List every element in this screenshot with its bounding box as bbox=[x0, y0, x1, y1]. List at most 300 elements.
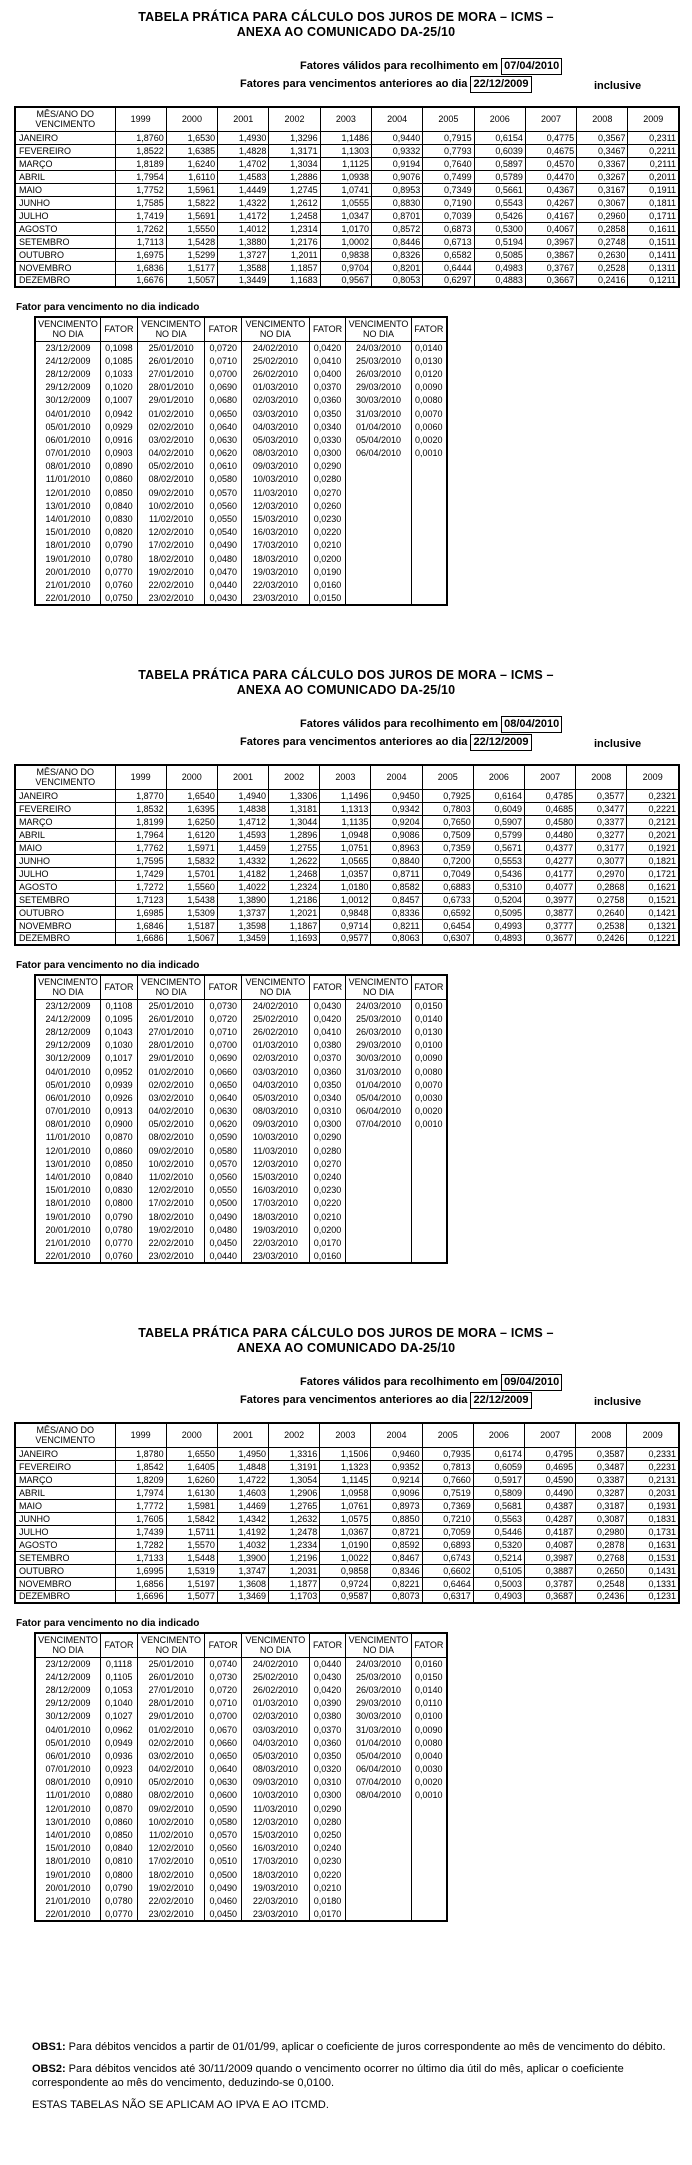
factor-cell: 1,4469 bbox=[217, 1499, 268, 1512]
daily-cell: 0,0850 bbox=[100, 486, 137, 499]
factor-cell: 1,0565 bbox=[320, 854, 371, 867]
daily-cell: 0,0300 bbox=[309, 447, 346, 460]
factor-cell: 0,4590 bbox=[525, 1473, 576, 1486]
daily-cell: 08/02/2010 bbox=[137, 473, 204, 486]
table-row bbox=[15, 828, 679, 841]
factor-cell: 0,7650 bbox=[422, 815, 473, 828]
factor-cell: 1,2021 bbox=[269, 906, 320, 919]
daily-cell: 0,0210 bbox=[309, 539, 346, 552]
factor-cell: 0,7200 bbox=[422, 854, 473, 867]
month-cell: FEVEREIRO bbox=[15, 144, 115, 157]
daily-cell: 0,0760 bbox=[100, 578, 137, 591]
factor-cell: 1,0958 bbox=[320, 1486, 371, 1499]
factor-cell: 1,4930 bbox=[218, 131, 269, 144]
month-header: MÊS/ANO DO VENCIMENTO bbox=[15, 765, 115, 789]
daily-row bbox=[35, 394, 447, 407]
year-header: 2008 bbox=[576, 1423, 627, 1447]
daily-cell bbox=[411, 578, 447, 591]
month-cell: MAIO bbox=[15, 1499, 115, 1512]
factor-cell: 1,7419 bbox=[115, 209, 166, 222]
factor-cell: 0,4087 bbox=[525, 1538, 576, 1551]
factor-cell: 1,3459 bbox=[217, 932, 268, 945]
daily-header: FATOR bbox=[100, 975, 137, 999]
factor-cell: 0,8711 bbox=[371, 867, 422, 880]
factor-cell: 0,6733 bbox=[422, 893, 473, 906]
daily-cell bbox=[346, 1828, 411, 1841]
factor-cell: 1,0741 bbox=[320, 183, 371, 196]
inclusive-label: inclusive bbox=[594, 738, 642, 750]
daily-cell: 0,0200 bbox=[309, 552, 346, 565]
table-row bbox=[15, 1460, 679, 1473]
prior-label: Fatores para vencimentos anteriores ao dia bbox=[240, 736, 468, 748]
factor-cell: 0,5436 bbox=[473, 867, 524, 880]
daily-cell: 06/01/2010 bbox=[35, 1091, 100, 1104]
factor-cell: 0,3087 bbox=[576, 1512, 627, 1525]
daily-cell: 0,0720 bbox=[205, 341, 242, 354]
daily-row bbox=[35, 592, 447, 605]
daily-row bbox=[35, 1763, 447, 1776]
daily-cell: 0,0220 bbox=[309, 1868, 346, 1881]
daily-cell: 0,0380 bbox=[309, 1039, 346, 1052]
factor-cell: 1,6856 bbox=[115, 1577, 166, 1590]
factor-cell: 1,5438 bbox=[166, 893, 217, 906]
month-cell: OUTUBRO bbox=[15, 248, 115, 261]
daily-cell: 0,1043 bbox=[100, 1025, 137, 1038]
factor-cell: 0,9858 bbox=[320, 1564, 371, 1577]
daily-cell: 08/03/2010 bbox=[242, 1105, 309, 1118]
factor-cell: 0,5320 bbox=[473, 1538, 524, 1551]
factor-cell: 0,2321 bbox=[627, 789, 679, 802]
daily-cell: 0,1118 bbox=[100, 1657, 137, 1670]
daily-row bbox=[35, 1657, 447, 1670]
factor-cell: 1,5067 bbox=[166, 932, 217, 945]
factor-cell: 0,9194 bbox=[371, 157, 422, 170]
daily-cell: 26/01/2010 bbox=[137, 1012, 204, 1025]
factor-cell: 1,5448 bbox=[166, 1551, 217, 1564]
daily-cell: 03/02/2010 bbox=[137, 1749, 204, 1762]
daily-cell: 0,0070 bbox=[411, 407, 447, 420]
factor-cell: 0,1831 bbox=[627, 1512, 679, 1525]
daily-cell: 0,0560 bbox=[205, 1170, 242, 1183]
factor-cell: 0,3287 bbox=[576, 1486, 627, 1499]
daily-cell: 30/12/2009 bbox=[35, 1710, 100, 1723]
prior-line bbox=[240, 1392, 532, 1407]
daily-cell: 0,0350 bbox=[309, 1749, 346, 1762]
factor-cell: 0,4167 bbox=[525, 209, 576, 222]
daily-cell: 23/12/2009 bbox=[35, 1657, 100, 1670]
daily-cell: 10/02/2010 bbox=[137, 499, 204, 512]
factor-cell: 1,5981 bbox=[166, 1499, 217, 1512]
daily-cell: 18/03/2010 bbox=[242, 552, 309, 565]
factor-cell: 0,5543 bbox=[474, 196, 525, 209]
factor-cell: 0,2650 bbox=[576, 1564, 627, 1577]
daily-cell: 0,0160 bbox=[309, 578, 346, 591]
factor-cell: 0,8211 bbox=[371, 919, 422, 932]
factor-cell: 0,7059 bbox=[422, 1525, 473, 1538]
daily-cell: 22/03/2010 bbox=[242, 578, 309, 591]
daily-row bbox=[35, 1881, 447, 1894]
year-header: 2004 bbox=[371, 765, 422, 789]
daily-cell: 0,0170 bbox=[309, 1236, 346, 1249]
note-obs1-label: OBS1: bbox=[32, 2041, 66, 2053]
daily-row bbox=[35, 433, 447, 446]
daily-cell: 28/12/2009 bbox=[35, 1683, 100, 1696]
daily-cell bbox=[411, 1802, 447, 1815]
daily-cell: 09/03/2010 bbox=[242, 460, 309, 473]
factor-cell: 0,2436 bbox=[576, 1590, 627, 1603]
factor-cell: 0,2416 bbox=[577, 274, 628, 287]
factor-cell: 1,7752 bbox=[115, 183, 166, 196]
factor-cell: 1,0022 bbox=[320, 1551, 371, 1564]
table-row bbox=[15, 196, 679, 209]
factor-cell: 0,9332 bbox=[371, 144, 422, 157]
factor-cell: 1,2458 bbox=[269, 209, 320, 222]
month-cell: NOVEMBRO bbox=[15, 261, 115, 274]
table-row bbox=[15, 893, 679, 906]
section-title-line1: TABELA PRÁTICA PARA CÁLCULO DOS JUROS DE MORA – ICMS – bbox=[138, 1326, 554, 1340]
month-header: MÊS/ANO DO VENCIMENTO bbox=[15, 1423, 115, 1447]
daily-cell: 0,0730 bbox=[205, 1670, 242, 1683]
factor-cell: 0,1721 bbox=[627, 867, 679, 880]
daily-cell bbox=[411, 1210, 447, 1223]
factor-cell: 0,9460 bbox=[371, 1447, 422, 1460]
factor-cell: 0,9848 bbox=[320, 906, 371, 919]
daily-cell: 0,0130 bbox=[411, 1025, 447, 1038]
daily-cell: 0,0290 bbox=[309, 1802, 346, 1815]
daily-cell: 0,0100 bbox=[411, 1710, 447, 1723]
year-header: 2005 bbox=[422, 765, 473, 789]
factor-cell: 0,1331 bbox=[627, 1577, 679, 1590]
factor-cell: 0,8850 bbox=[371, 1512, 422, 1525]
factor-cell: 1,4459 bbox=[217, 841, 268, 854]
daily-cell bbox=[346, 512, 411, 525]
month-cell: DEZEMBRO bbox=[15, 274, 115, 287]
daily-cell: 16/03/2010 bbox=[242, 526, 309, 539]
factor-cell: 0,3467 bbox=[577, 144, 628, 157]
factor-cell: 1,1323 bbox=[320, 1460, 371, 1473]
factor-cell: 0,5553 bbox=[473, 854, 524, 867]
daily-cell: 02/02/2010 bbox=[137, 420, 204, 433]
factor-cell: 1,0948 bbox=[320, 828, 371, 841]
daily-cell: 23/12/2009 bbox=[35, 341, 100, 354]
daily-cell: 0,0560 bbox=[205, 1842, 242, 1855]
factor-cell: 1,2478 bbox=[269, 1525, 320, 1538]
factor-cell: 0,9342 bbox=[371, 802, 422, 815]
daily-cell: 12/01/2010 bbox=[35, 486, 100, 499]
daily-cell: 24/03/2010 bbox=[346, 341, 411, 354]
factor-cell: 0,2960 bbox=[577, 209, 628, 222]
factor-cell: 0,1711 bbox=[628, 209, 679, 222]
factor-cell: 0,3267 bbox=[577, 170, 628, 183]
daily-cell: 0,1053 bbox=[100, 1683, 137, 1696]
factor-cell: 1,3588 bbox=[218, 261, 269, 274]
factor-cell: 0,3967 bbox=[525, 235, 576, 248]
factor-cell: 1,1135 bbox=[320, 815, 371, 828]
daily-cell: 25/03/2010 bbox=[346, 1670, 411, 1683]
daily-cell: 0,0080 bbox=[411, 1736, 447, 1749]
factor-cell: 0,3487 bbox=[576, 1460, 627, 1473]
daily-cell: 20/01/2010 bbox=[35, 1881, 100, 1894]
table-row bbox=[15, 1564, 679, 1577]
daily-cell: 14/01/2010 bbox=[35, 1828, 100, 1841]
daily-cell: 0,0640 bbox=[205, 1763, 242, 1776]
year-header: 2002 bbox=[269, 765, 320, 789]
daily-cell: 11/02/2010 bbox=[137, 1170, 204, 1183]
factor-cell: 1,2622 bbox=[269, 854, 320, 867]
daily-cell bbox=[411, 1894, 447, 1907]
daily-row bbox=[35, 1025, 447, 1038]
factor-cell: 0,2630 bbox=[577, 248, 628, 261]
factor-cell: 1,0012 bbox=[320, 893, 371, 906]
daily-cell: 0,0420 bbox=[309, 341, 346, 354]
daily-row bbox=[35, 341, 447, 354]
daily-cell bbox=[346, 1197, 411, 1210]
daily-cell: 05/01/2010 bbox=[35, 1078, 100, 1091]
daily-cell: 0,0590 bbox=[205, 1131, 242, 1144]
month-cell: ABRIL bbox=[15, 1486, 115, 1499]
factor-cell: 1,5570 bbox=[166, 1538, 217, 1551]
month-cell: JANEIRO bbox=[15, 131, 115, 144]
factor-cell: 0,6592 bbox=[422, 906, 473, 919]
factor-cell: 1,3181 bbox=[269, 802, 320, 815]
daily-row bbox=[35, 1736, 447, 1749]
daily-cell: 23/03/2010 bbox=[242, 592, 309, 605]
factor-cell: 1,5077 bbox=[166, 1590, 217, 1603]
factor-cell: 0,9577 bbox=[320, 932, 371, 945]
daily-cell: 0,0290 bbox=[309, 1131, 346, 1144]
year-header: 2006 bbox=[473, 1423, 524, 1447]
factor-cell: 0,6454 bbox=[422, 919, 473, 932]
daily-cell: 11/03/2010 bbox=[242, 1802, 309, 1815]
table-row bbox=[15, 789, 679, 802]
daily-header: FATOR bbox=[309, 1633, 346, 1657]
daily-cell: 02/03/2010 bbox=[242, 1710, 309, 1723]
factor-cell: 1,0357 bbox=[320, 867, 371, 880]
daily-cell: 0,0936 bbox=[100, 1749, 137, 1762]
daily-cell: 02/02/2010 bbox=[137, 1736, 204, 1749]
factor-cell: 1,7964 bbox=[115, 828, 166, 841]
daily-cell: 0,0110 bbox=[411, 1697, 447, 1710]
table-row bbox=[15, 1473, 679, 1486]
daily-cell: 25/02/2010 bbox=[242, 354, 309, 367]
daily-cell bbox=[411, 486, 447, 499]
factor-cell: 1,2334 bbox=[269, 1538, 320, 1551]
factor-cell: 0,3367 bbox=[577, 157, 628, 170]
factor-cell: 0,4695 bbox=[525, 1460, 576, 1473]
factor-cell: 0,8201 bbox=[371, 261, 422, 274]
factor-cell: 0,7793 bbox=[423, 144, 474, 157]
daily-cell bbox=[411, 473, 447, 486]
daily-cell: 0,0440 bbox=[205, 578, 242, 591]
daily-cell: 0,1033 bbox=[100, 367, 137, 380]
daily-cell: 0,0500 bbox=[205, 1868, 242, 1881]
factor-cell: 1,1145 bbox=[320, 1473, 371, 1486]
factor-cell: 0,5789 bbox=[474, 170, 525, 183]
year-header: 2009 bbox=[627, 1423, 679, 1447]
daily-cell bbox=[346, 539, 411, 552]
daily-cell: 0,0440 bbox=[205, 1250, 242, 1263]
factor-cell: 0,9724 bbox=[320, 1577, 371, 1590]
daily-cell: 05/01/2010 bbox=[35, 1736, 100, 1749]
month-cell: FEVEREIRO bbox=[15, 802, 115, 815]
factor-cell: 0,8446 bbox=[371, 235, 422, 248]
factor-cell: 1,4940 bbox=[217, 789, 268, 802]
notes bbox=[32, 2040, 672, 2120]
factor-cell: 0,3667 bbox=[525, 274, 576, 287]
year-header: 2007 bbox=[525, 107, 576, 131]
daily-cell: 0,0500 bbox=[205, 1197, 242, 1210]
year-header: 2001 bbox=[217, 765, 268, 789]
factor-cell: 0,5809 bbox=[473, 1486, 524, 1499]
factor-cell: 0,1521 bbox=[627, 893, 679, 906]
daily-row bbox=[35, 1236, 447, 1249]
factor-cell: 0,1911 bbox=[628, 183, 679, 196]
factor-cell: 1,3900 bbox=[217, 1551, 268, 1564]
daily-cell: 11/03/2010 bbox=[242, 486, 309, 499]
table-row bbox=[15, 932, 679, 945]
factor-cell: 1,3054 bbox=[269, 1473, 320, 1486]
daily-row bbox=[35, 1670, 447, 1683]
daily-cell: 0,0150 bbox=[411, 1670, 447, 1683]
daily-row bbox=[35, 1118, 447, 1131]
daily-cell: 03/03/2010 bbox=[242, 1723, 309, 1736]
daily-cell bbox=[411, 1855, 447, 1868]
daily-cell: 0,0240 bbox=[309, 1842, 346, 1855]
daily-cell: 08/02/2010 bbox=[137, 1789, 204, 1802]
daily-cell: 15/01/2010 bbox=[35, 526, 100, 539]
factor-cell: 0,7049 bbox=[422, 867, 473, 880]
factor-cell: 0,1611 bbox=[628, 222, 679, 235]
daily-cell: 09/02/2010 bbox=[137, 1802, 204, 1815]
daily-cell: 0,0420 bbox=[309, 1012, 346, 1025]
daily-cell: 07/01/2010 bbox=[35, 1763, 100, 1776]
daily-cell: 0,1085 bbox=[100, 354, 137, 367]
factor-cell: 0,4177 bbox=[525, 867, 576, 880]
factor-cell: 0,8572 bbox=[371, 222, 422, 235]
factor-cell: 0,4795 bbox=[525, 1447, 576, 1460]
table-row bbox=[15, 222, 679, 235]
daily-cell: 29/12/2009 bbox=[35, 381, 100, 394]
valid-date: 07/04/2010 bbox=[501, 58, 562, 75]
factor-cell: 0,2548 bbox=[576, 1577, 627, 1590]
daily-cell: 0,0690 bbox=[205, 381, 242, 394]
daily-row bbox=[35, 1039, 447, 1052]
daily-cell: 0,0770 bbox=[100, 1908, 137, 1921]
factor-cell: 1,8199 bbox=[115, 815, 166, 828]
daily-cell bbox=[346, 1170, 411, 1183]
factor-cell: 0,4570 bbox=[525, 157, 576, 170]
factor-cell: 1,5832 bbox=[166, 854, 217, 867]
daily-cell: 0,0790 bbox=[100, 1881, 137, 1894]
daily-cell: 03/03/2010 bbox=[242, 1065, 309, 1078]
daily-cell: 0,0090 bbox=[411, 381, 447, 394]
factor-cell: 0,3567 bbox=[577, 131, 628, 144]
daily-cell: 18/01/2010 bbox=[35, 1197, 100, 1210]
month-cell: MARÇO bbox=[15, 157, 115, 170]
factor-cell: 1,3191 bbox=[269, 1460, 320, 1473]
daily-cell: 0,0200 bbox=[309, 1223, 346, 1236]
factor-cell: 0,8336 bbox=[371, 906, 422, 919]
daily-header: FATOR bbox=[309, 317, 346, 341]
factor-cell: 1,6975 bbox=[115, 248, 166, 261]
factor-cell: 1,6260 bbox=[166, 1473, 217, 1486]
daily-cell: 05/02/2010 bbox=[137, 1118, 204, 1131]
daily-cell: 10/03/2010 bbox=[242, 1131, 309, 1144]
daily-cell: 01/02/2010 bbox=[137, 407, 204, 420]
daily-cell bbox=[346, 1802, 411, 1815]
factor-cell: 0,1621 bbox=[627, 880, 679, 893]
daily-cell: 18/02/2010 bbox=[137, 1210, 204, 1223]
daily-header: VENCIMENTO NO DIA bbox=[242, 975, 309, 999]
daily-cell: 08/01/2010 bbox=[35, 1776, 100, 1789]
daily-cell: 0,0780 bbox=[100, 1894, 137, 1907]
factor-cell: 0,4067 bbox=[525, 222, 576, 235]
factor-cell: 0,2021 bbox=[627, 828, 679, 841]
factor-cell: 1,5187 bbox=[166, 919, 217, 932]
prior-line bbox=[240, 76, 532, 91]
daily-cell: 0,0710 bbox=[205, 1025, 242, 1038]
factor-cell: 0,1821 bbox=[627, 854, 679, 867]
daily-cell: 0,0870 bbox=[100, 1131, 137, 1144]
daily-cell: 0,0650 bbox=[205, 407, 242, 420]
factor-cell: 0,5917 bbox=[473, 1473, 524, 1486]
daily-cell bbox=[346, 1184, 411, 1197]
daily-cell: 26/03/2010 bbox=[346, 367, 411, 380]
table-row bbox=[15, 880, 679, 893]
factor-cell: 0,3377 bbox=[576, 815, 627, 828]
factor-cell: 0,1631 bbox=[627, 1538, 679, 1551]
daily-cell: 0,0040 bbox=[411, 1749, 447, 1762]
month-cell: MARÇO bbox=[15, 815, 115, 828]
factor-cell: 1,3469 bbox=[217, 1590, 268, 1603]
prior-date: 22/12/2009 bbox=[470, 1392, 531, 1409]
daily-cell: 01/03/2010 bbox=[242, 381, 309, 394]
daily-cell: 0,0410 bbox=[309, 1025, 346, 1038]
factor-cell: 1,8760 bbox=[115, 131, 166, 144]
daily-cell: 0,0020 bbox=[411, 1776, 447, 1789]
table-row bbox=[15, 1577, 679, 1590]
daily-cell: 0,0010 bbox=[411, 447, 447, 460]
daily-cell: 07/01/2010 bbox=[35, 1105, 100, 1118]
daily-cell bbox=[411, 1236, 447, 1249]
daily-cell: 0,0450 bbox=[205, 1236, 242, 1249]
month-cell: SETEMBRO bbox=[15, 893, 115, 906]
factor-cell: 0,3887 bbox=[525, 1564, 576, 1577]
factor-cell: 1,8532 bbox=[115, 802, 166, 815]
factor-cell: 0,7660 bbox=[422, 1473, 473, 1486]
factor-cell: 1,6395 bbox=[166, 802, 217, 815]
daily-cell: 0,0030 bbox=[411, 1763, 447, 1776]
daily-cell: 05/02/2010 bbox=[137, 460, 204, 473]
factor-cell: 0,6743 bbox=[422, 1551, 473, 1564]
factor-cell: 1,7772 bbox=[115, 1499, 166, 1512]
month-cell: MAIO bbox=[15, 183, 115, 196]
daily-cell: 03/03/2010 bbox=[242, 407, 309, 420]
daily-cell: 01/03/2010 bbox=[242, 1039, 309, 1052]
daily-cell: 16/03/2010 bbox=[242, 1184, 309, 1197]
factor-cell: 1,7605 bbox=[115, 1512, 166, 1525]
daily-cell bbox=[346, 1144, 411, 1157]
daily-cell: 05/03/2010 bbox=[242, 1091, 309, 1104]
daily-cell: 12/01/2010 bbox=[35, 1802, 100, 1815]
factor-cell: 0,9076 bbox=[371, 170, 422, 183]
daily-cell: 10/03/2010 bbox=[242, 1789, 309, 1802]
factor-cell: 0,5799 bbox=[473, 828, 524, 841]
daily-cell: 30/12/2009 bbox=[35, 394, 100, 407]
daily-cell bbox=[346, 1868, 411, 1881]
month-cell: OUTUBRO bbox=[15, 1564, 115, 1577]
daily-row bbox=[35, 420, 447, 433]
